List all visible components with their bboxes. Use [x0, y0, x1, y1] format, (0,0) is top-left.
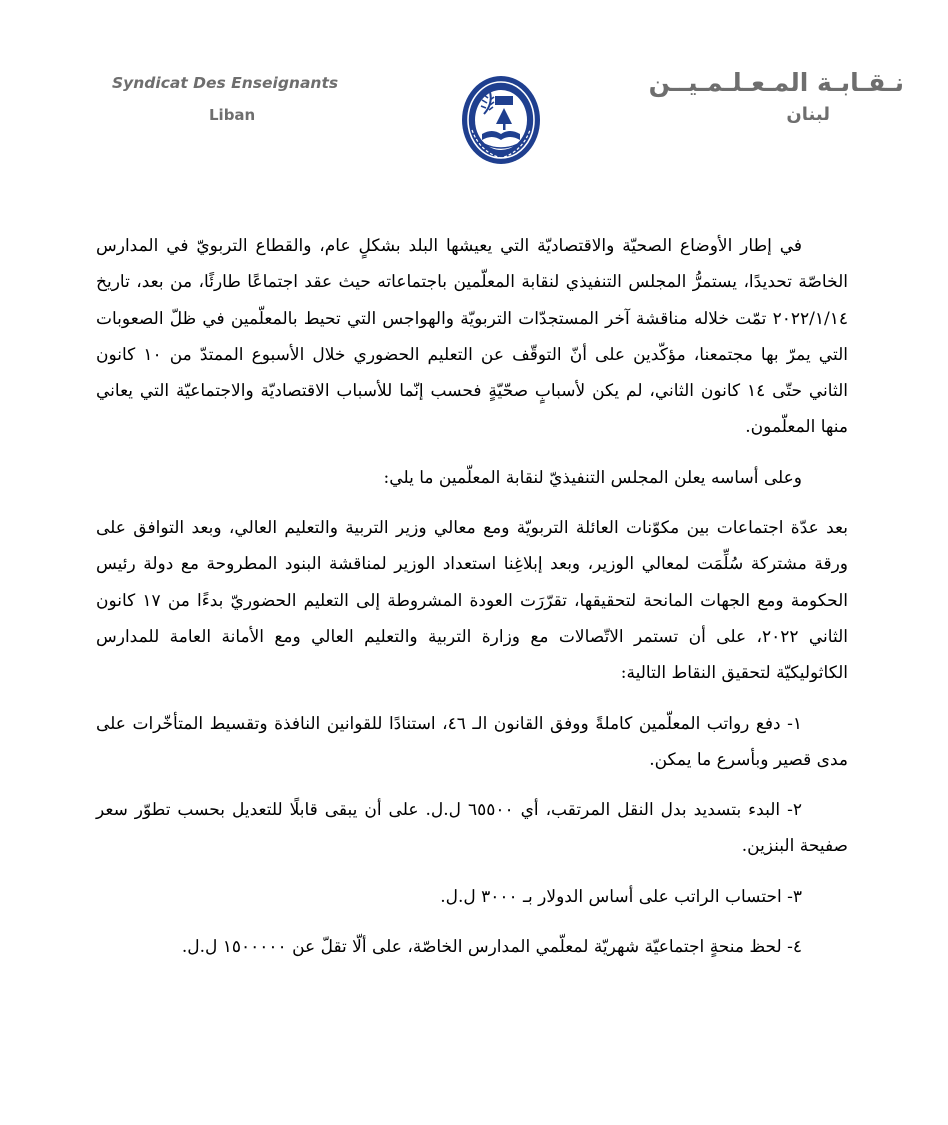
demand-item-3: ٣- احتساب الراتب على أساس الدولار بـ ٣٠٠٠ ل.ل. — [440, 886, 802, 907]
country-name-french: Liban — [209, 106, 256, 124]
syndicate-name-french: Syndicat Des Enseignants — [112, 74, 339, 92]
country-name-arabic: لبنان — [786, 104, 830, 125]
announcement-paragraph: وعلى أساسه يعلن المجلس التنفيذيّ لنقابة المعلّمين ما يلي: — [383, 467, 802, 488]
demand-item-1: ١- دفع رواتب المعلّمين كاملةً ووفق القانون الـ ٤٦، استنادًا للقوانين النافذة وتقسيط المتأخّرات على مدى قصير وبأسرع ما يمكن. — [96, 713, 848, 770]
syndicate-seal-icon — [460, 74, 542, 166]
demand-item-2: ٢- البدء بتسديد بدل النقل المرتقب، أي ٦٥٥٠٠ ل.ل. على أن يبقى قابلًا للتعديل بحسب تطوّر سعر صفيحة البنزين. — [96, 800, 848, 857]
letterhead — [0, 60, 948, 180]
decision-paragraph: بعد عدّة اجتماعات بين مكوّنات العائلة التربويّة ومع معالي وزير التربية والتعليم العالي، وبعد التوافق على ورقة مشتركة سُلِّمَت لمعالي الوزير، وبعد إبلاغِنا استعداد الوزير لمناقشة البنود المطروحة مع دولة رئيس الحكومة ومع الجهات المانحة لتحقيقها، تقرّرَت العودة المشروطة إلى التعليم الحضوريّ بدءًا من ١٧ كانون الثاني ٢٠٢٢، على أن تستمر الاتّصالات مع وزارة التربية والتعليم العالي ومع الأمانة العامة للمدارس الكاثوليكيّة لتحقيق النقاط التالية: — [96, 518, 848, 684]
demand-item-4: ٤- لحظ منحةٍ اجتماعيّة شهريّة لمعلّمي المدارس الخاصّة، على ألّا تقلّ عن ١٥٠٠٠٠٠ ل.ل. — [181, 937, 802, 958]
syndicate-name-arabic: نـقـابـة المـعـلـمـيــن — [648, 68, 904, 97]
statement-body — [96, 228, 848, 979]
intro-paragraph: في إطار الأوضاع الصحيّة والاقتصاديّة التي يعيشها البلد بشكلٍ عام، والقطاع التربويّ في المدارس الخاصّة تحديدًا، يستمرُّ المجلس التنفيذي لنقابة المعلّمين باجتماعاته حيث عقد اجتماعًا طارئًا، من بعد، تاريخ ٢٠٢٢/١/١٤ تمّت خلاله مناقشة آخر المستجدّات التربويّة والهواجس التي تحيط بالمعلّمين في ظلّ الصعوبات التي يمرّ بها مجتمعنا، مؤكّدين على أنّ التوقّف عن التعليم الحضوري خلال الأسبوع الممتدّ من ١٠ كانون الثاني حتّى ١٤ كانون الثاني، لم يكن لأسبابٍ صحّيّةٍ فحسب إنّما للأسباب الاقتصاديّة والاجتماعيّة التي يعاني منها المعلّمون. — [96, 236, 848, 438]
